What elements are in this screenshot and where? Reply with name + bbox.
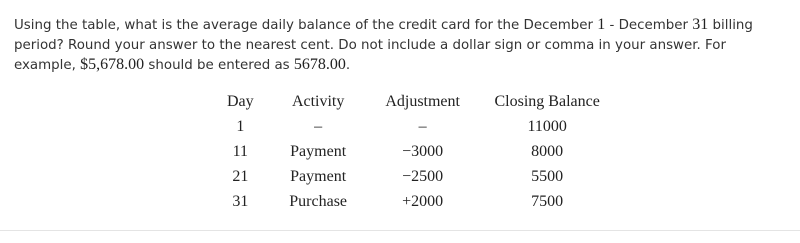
cell-closing-balance: 11000 (527, 118, 567, 135)
cell-activity: Payment (290, 142, 347, 160)
end-day-number: 31 (692, 16, 709, 33)
cell-closing-balance: 8000 (531, 142, 564, 160)
example-value: $5,678.00 (80, 56, 145, 73)
table-row (213, 115, 618, 139)
start-day-number: 1 (597, 16, 606, 33)
cell-day: 1 (236, 118, 245, 135)
table-row (213, 139, 618, 164)
question-part-1: Using the table, what is the average daily balance of the credit card for the December (14, 18, 598, 33)
question-part-2: - December (605, 18, 693, 33)
table-row (213, 164, 618, 189)
question-part-3: billing period? Round your answer to the nearest cent. Do not include a dollar sign or comma in your answer. For example, (14, 18, 753, 73)
bottom-divider (0, 230, 800, 231)
cell-activity: Payment (290, 167, 347, 185)
cell-adjustment: −2500 (402, 167, 444, 185)
header-adjustment: Adjustment (385, 93, 460, 110)
cell-day: 31 (232, 192, 249, 210)
question-part-4: should be entered as (144, 58, 294, 73)
header-activity: Activity (291, 93, 345, 110)
cell-day: 11 (232, 142, 249, 160)
cell-day: 21 (232, 167, 249, 185)
question-part-5: . (345, 58, 351, 73)
table-header-row (213, 89, 618, 115)
cell-closing-balance: 7500 (531, 192, 564, 210)
table-row (213, 189, 618, 214)
cell-closing-balance: 5500 (531, 167, 564, 185)
cell-adjustment: +2000 (402, 192, 444, 210)
header-closing-balance: Closing Balance (494, 93, 600, 110)
cell-adjustment: −3000 (402, 142, 444, 160)
entered-value: 5678.00 (293, 56, 346, 73)
question-text (14, 15, 786, 76)
cell-activity: – (314, 118, 323, 135)
cell-adjustment: – (418, 118, 427, 135)
cell-activity: Purchase (289, 192, 348, 210)
header-day: Day (227, 93, 254, 110)
billing-table (213, 89, 618, 214)
